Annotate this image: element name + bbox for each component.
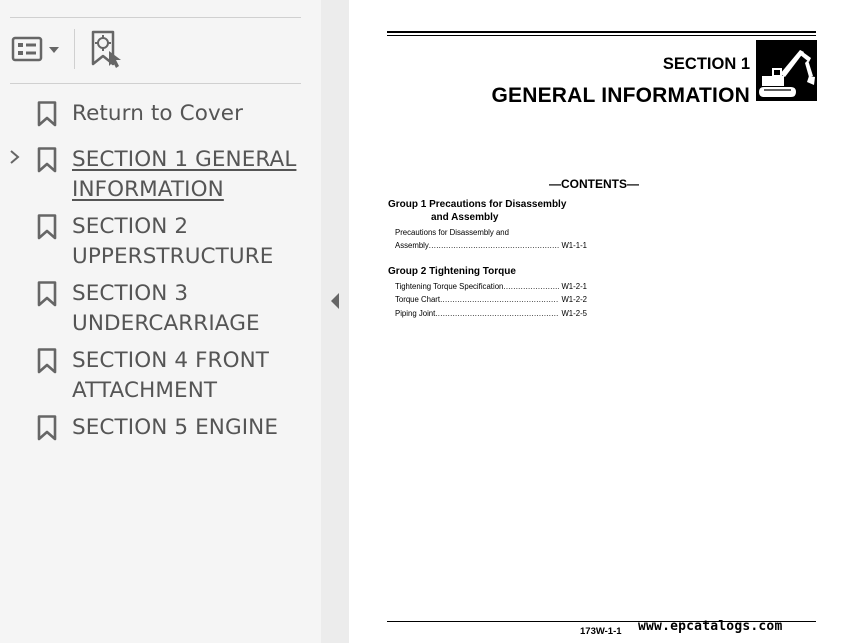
bookmark-label: SECTION 2 UPPERSTRUCTURE [72, 214, 274, 269]
toc-entry[interactable]: Tightening Torque Specification ..... W1-2-1 [395, 282, 587, 291]
bookmark-label: SECTION 3 UNDERCARRIAGE [72, 281, 260, 336]
contents-heading: —CONTENTS— [549, 177, 639, 191]
toc-page-number: W1-2-5 [561, 309, 587, 318]
excavator-icon [756, 40, 817, 101]
bookmark-item-section-5[interactable] [0, 413, 321, 445]
watermark: www.epcatalogs.com [638, 619, 783, 634]
bookmark-icon [37, 147, 57, 173]
chevron-down-icon [49, 47, 59, 53]
bookmark-label: SECTION 4 FRONT ATTACHMENT [72, 348, 270, 403]
bookmark-icon [37, 281, 57, 307]
group-2-title: Group 2 Tightening Torque [388, 266, 516, 277]
bookmark-label: SECTION 1 GENERAL INFORMATION [72, 147, 297, 202]
header-rule-thin [387, 35, 816, 36]
bookmark-item-return-to-cover[interactable] [0, 99, 321, 131]
section-title: GENERAL INFORMATION [491, 84, 750, 107]
group-1-title-line1: Group 1 Precautions for Disassembly [388, 199, 567, 210]
collapse-panel-button[interactable] [321, 0, 349, 643]
bookmark-icon [37, 214, 57, 240]
toolbar-bottom-divider [10, 83, 301, 84]
section-number: SECTION 1 [662, 55, 750, 73]
document-page [349, 0, 850, 643]
bookmarks-panel [0, 0, 322, 643]
toolbar-separator [74, 29, 75, 69]
bookmark-item-section-3[interactable] [0, 279, 321, 341]
find-current-bookmark-button[interactable] [88, 29, 126, 69]
bookmark-item-section-4[interactable] [0, 346, 321, 408]
bookmark-find-icon [88, 29, 126, 69]
toc-entry[interactable]: Assembly ..... W1-1-1 [395, 241, 587, 250]
bookmark-icon [37, 348, 57, 374]
triangle-left-icon [329, 292, 341, 310]
toolbar-top-divider [10, 17, 301, 18]
header-rule [387, 31, 816, 33]
toc-entry[interactable]: Piping Joint ..... W1-2-5 [395, 309, 587, 318]
toc-page-number: W1-2-1 [561, 282, 587, 291]
bookmark-label: Return to Cover [72, 101, 244, 126]
bookmark-label: SECTION 5 ENGINE [72, 415, 279, 440]
group-1-title-line2: and Assembly [431, 212, 499, 223]
chevron-right-icon[interactable] [7, 147, 23, 167]
bookmark-item-section-2[interactable] [0, 212, 321, 274]
toc-entry[interactable]: Torque Chart ..... W1-2-2 [395, 295, 587, 304]
bookmark-icon [37, 101, 57, 127]
page-code: 173W-1-1 [580, 626, 622, 637]
toc-page-number: W1-1-1 [561, 241, 587, 250]
options-menu-button[interactable] [10, 33, 64, 65]
toc-page-number: W1-2-2 [561, 295, 587, 304]
bookmark-item-section-1[interactable] [0, 145, 321, 207]
bookmark-icon [37, 415, 57, 441]
toc-entry-line1: Precautions for Disassembly and [395, 228, 509, 237]
list-options-icon [10, 33, 64, 65]
